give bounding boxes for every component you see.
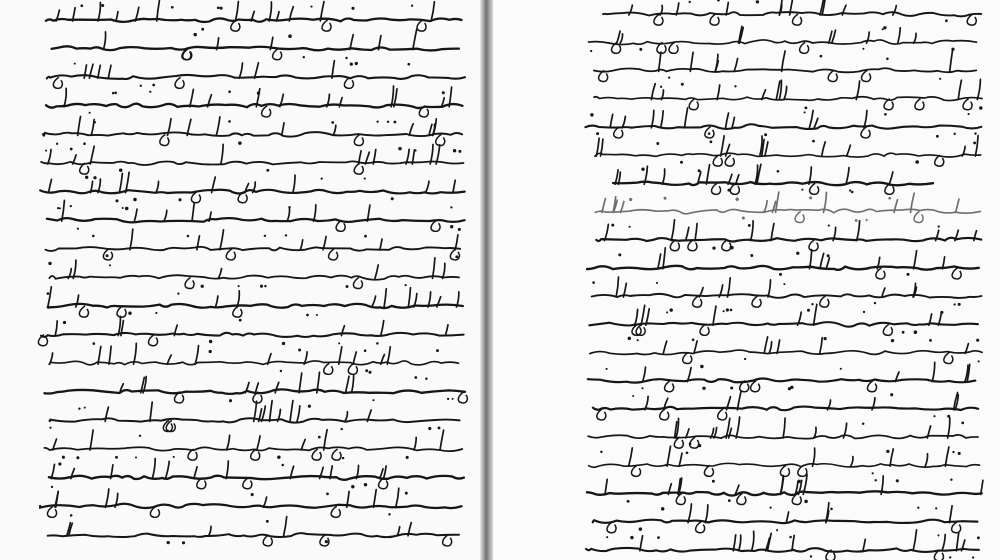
script-line: [48, 517, 459, 546]
script-line: [590, 337, 982, 364]
script-line: [613, 164, 933, 194]
book-gutter: [480, 0, 494, 560]
script-line: [587, 475, 983, 505]
script-line: [603, 0, 981, 25]
script-line: [594, 51, 976, 82]
script-line: [586, 530, 980, 560]
left-page-text-block: [0, 0, 482, 560]
script-line: [52, 29, 459, 60]
script-line: [46, 1, 462, 32]
script-line: [45, 372, 468, 403]
right-page-text-block: [493, 0, 1000, 560]
script-line: [44, 430, 462, 460]
script-line: [596, 220, 981, 251]
script-line: [589, 26, 977, 53]
script-line: [585, 108, 981, 138]
right-page: [493, 0, 1000, 560]
script-line: [47, 287, 463, 317]
script-line: [589, 304, 978, 335]
script-line: [594, 79, 983, 109]
script-line: [46, 86, 462, 117]
script-line: [47, 200, 465, 231]
script-line: [40, 488, 461, 517]
script-line: [43, 116, 462, 145]
script-line: [41, 144, 463, 174]
script-line: [38, 316, 463, 345]
script-line: [49, 459, 464, 489]
script-line: [588, 362, 976, 391]
script-line: [588, 417, 978, 448]
script-line: [595, 136, 981, 167]
script-line: [589, 446, 980, 476]
script-line: [48, 258, 459, 289]
script-line: [593, 503, 978, 533]
script-line: [49, 401, 459, 432]
script-line: [595, 192, 980, 222]
script-line: [593, 391, 978, 420]
script-line: [45, 229, 460, 260]
script-line: [592, 277, 982, 307]
script-line: [587, 248, 979, 279]
script-line: [40, 172, 464, 202]
left-page: [0, 0, 482, 560]
script-line: [47, 61, 465, 89]
script-line: [49, 343, 458, 374]
